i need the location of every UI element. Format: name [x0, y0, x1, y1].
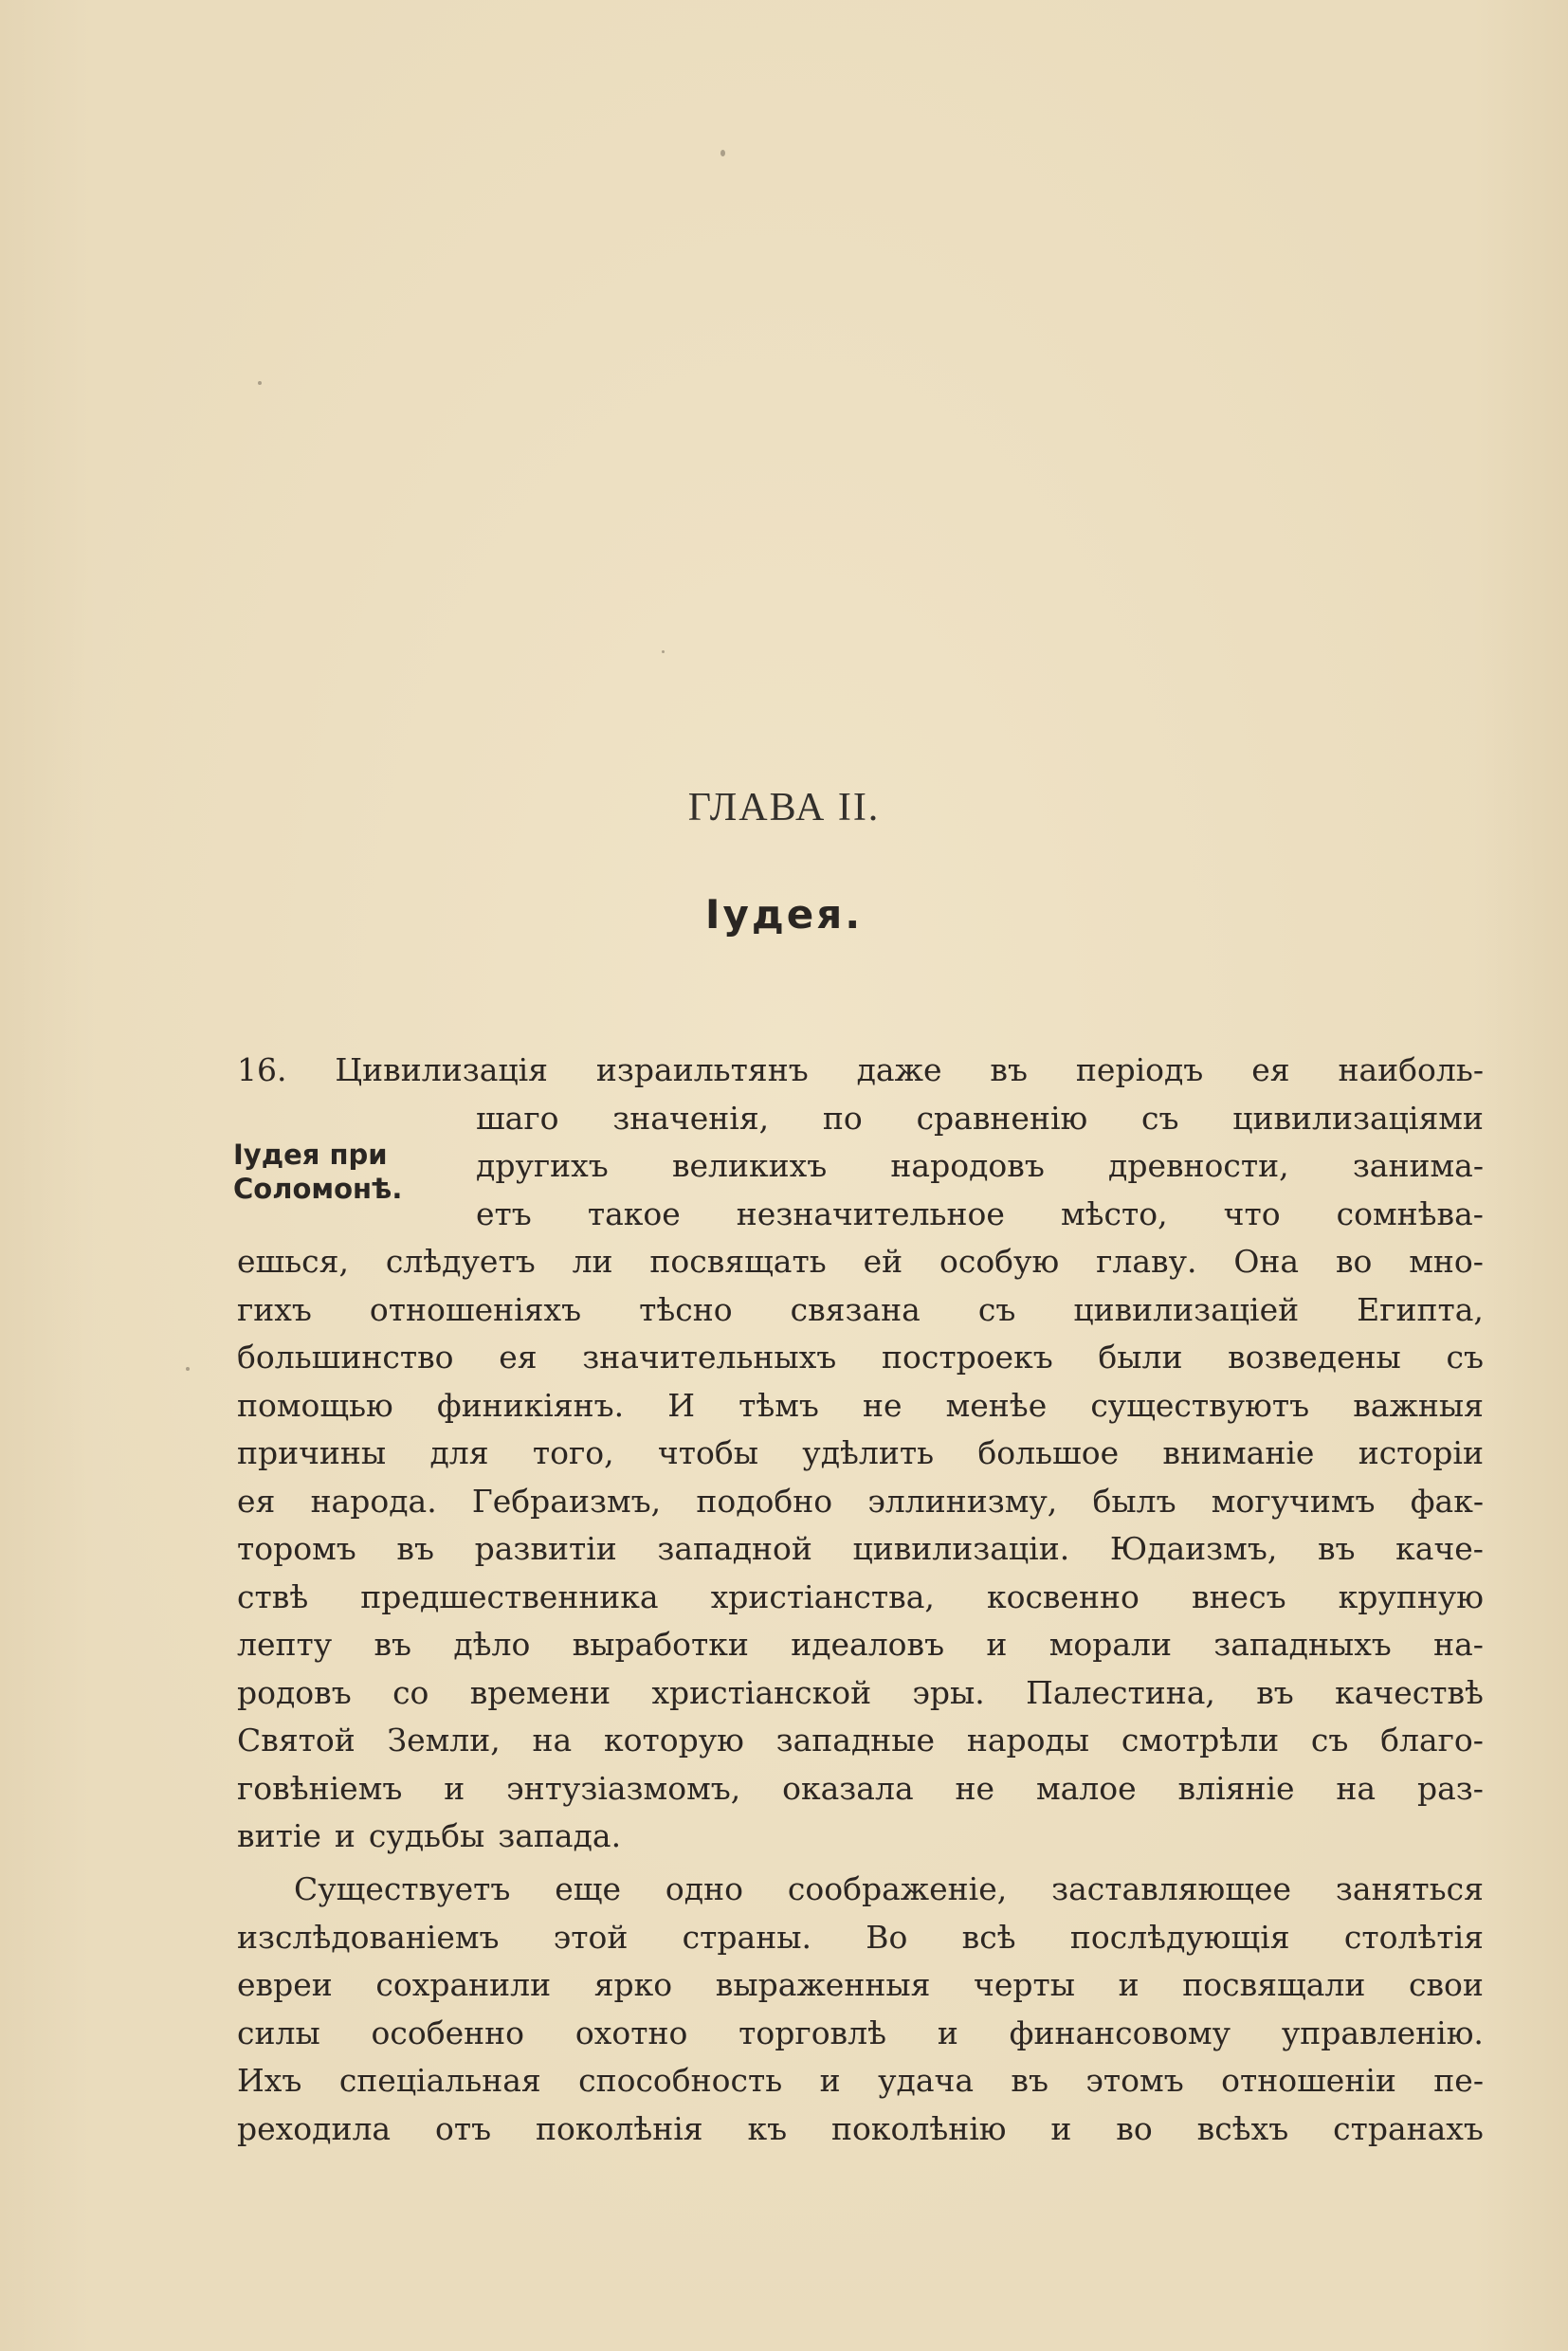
text-line: 16. Цивилизація израильтянъ даже въ періодъ ея наиболь-	[237, 1051, 1484, 1088]
paragraph-2	[237, 1866, 1484, 2153]
text-line: ствѣ предшественника христіанства, косвенно внесъ крупную	[237, 1577, 1484, 1615]
text-line: витіе и судьбы запада.	[237, 1817, 622, 1854]
chapter-heading: ГЛАВА II.	[687, 786, 881, 829]
ink-speck	[258, 381, 262, 385]
text-line: етъ такое незначительное мѣсто, что сомнѣва-	[476, 1194, 1484, 1232]
text-line: гихъ отношеніяхъ тѣсно связана съ цивилизаціей Египта,	[237, 1290, 1484, 1328]
text-line: ешься, слѣдуетъ ли посвящать ей особую главу. Она во мно-	[237, 1243, 1484, 1280]
text-line: помощью финикіянъ. И тѣмъ не менѣе существуютъ важныя	[237, 1386, 1484, 1424]
ink-speck	[662, 650, 665, 653]
text-line: силы особенно охотно торговлѣ и финансовому управленію.	[237, 2014, 1484, 2051]
text-line: лепту въ дѣло выработки идеаловъ и морали западныхъ на-	[237, 1626, 1484, 1663]
text-line: Существуетъ еще одно соображеніе, заставляющее заняться	[294, 1870, 1484, 1907]
ink-speck	[186, 1367, 190, 1371]
text-line: большинство ея значительныхъ построекъ были возведены съ	[237, 1339, 1484, 1376]
text-line: родовъ со времени христіанской эры. Палестина, въ качествѣ	[237, 1673, 1484, 1711]
text-line: Ихъ спеціальная способность и удача въ этомъ отношеніи пе-	[237, 2062, 1484, 2099]
ink-speck	[720, 150, 725, 156]
text-line: другихъ великихъ народовъ древности, занима-	[476, 1147, 1484, 1184]
margin-note-line: Соломонѣ.	[233, 1173, 403, 1205]
margin-note-line: Іудея при	[233, 1139, 388, 1171]
text-line: евреи сохранили ярко выраженныя черты и посвящали свои	[237, 1966, 1484, 2003]
text-line: говѣніемъ и энтузіазмомъ, оказала не малое вліяніе на раз-	[237, 1769, 1484, 1807]
text-line: Святой Земли, на которую западные народы смотрѣли съ благо-	[237, 1722, 1484, 1759]
paragraph-1	[237, 1047, 1484, 1861]
text-line: изслѣдованіемъ этой страны. Во всѣ послѣдующія столѣтія	[237, 1918, 1484, 1956]
text-line: ея народа. Гебраизмъ, подобно эллинизму, былъ могучимъ фак-	[237, 1482, 1484, 1520]
text-line: реходила отъ поколѣнія къ поколѣнію и во всѣхъ странахъ	[237, 2109, 1484, 2147]
text-line: причины для того, чтобы удѣлить большое вниманіе исторіи	[237, 1434, 1484, 1471]
text-line: шаго значенія, по сравненію съ цивилизаціями	[476, 1099, 1484, 1137]
text-line: торомъ въ развитіи западной цивилизаціи. Юдаизмъ, въ каче-	[237, 1530, 1484, 1567]
chapter-title: Іудея.	[704, 891, 864, 938]
